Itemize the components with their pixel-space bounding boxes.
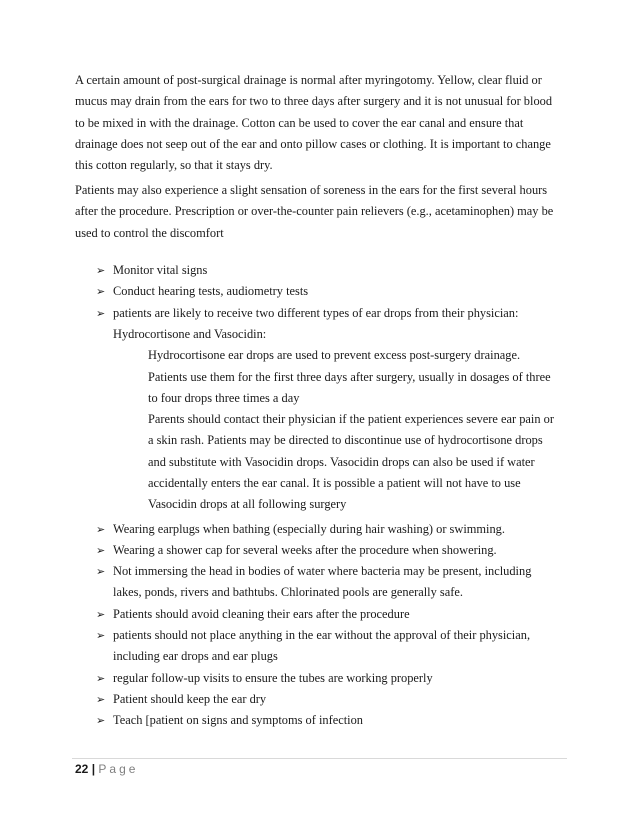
text-line: A certain amount of post-surgical drainage is normal after myringotomy. Yellow, clear fluid or <box>75 73 542 87</box>
sub-text-line: Patients use them for the first three days after surgery, usually in dosages of three <box>148 369 551 384</box>
text-line: mucus may drain from the ears for two to three days after surgery and it is not unusual for blood <box>75 94 553 109</box>
sub-text-line: Parents should contact their physician if the patient experiences severe ear pain or <box>148 412 554 427</box>
sub-text-line: accidentally enters the ear canal. It is possible a patient will not have to use <box>148 476 521 490</box>
list-item <box>96 668 433 689</box>
list-item <box>96 303 518 324</box>
list-item-text: Monitor vital signs <box>113 263 208 277</box>
arrow-bullet-icon: ➢ <box>96 264 106 277</box>
text-line: drainage does not seep out of the ear and onto pillow cases or clothing. It is important to change <box>75 136 551 151</box>
list-item-continuation: lakes, ponds, rivers and bathtubs. Chlorinated pools are generally safe. <box>113 585 463 600</box>
list-item <box>96 710 363 731</box>
list-item-continuation: Hydrocortisone and Vasocidin: <box>113 326 267 341</box>
arrow-bullet-icon: ➢ <box>96 306 106 320</box>
arrow-bullet-icon: ➢ <box>96 714 106 728</box>
list-item <box>96 260 207 281</box>
page-footer <box>75 762 138 776</box>
paragraph-drainage <box>75 70 570 176</box>
list-item-text: Not immersing the head in bodies of water where bacteria may be present, including <box>113 564 532 579</box>
list-item <box>96 604 410 625</box>
list-item-text: Patients should avoid cleaning their ears after the procedure <box>113 606 410 621</box>
arrow-bullet-icon: ➢ <box>96 565 106 579</box>
arrow-bullet-icon: ➢ <box>96 285 106 299</box>
sub-text-line: Vasocidin drops at all following surgery <box>148 497 347 512</box>
list-item-text: patients should not place anything in the ear without the approval of their physician, <box>113 628 531 642</box>
arrow-bullet-icon: ➢ <box>96 692 106 706</box>
page-number: 22 <box>75 762 89 776</box>
list-item-continuation: including ear drops and ear plugs <box>113 649 278 664</box>
list-item <box>96 561 531 582</box>
list-item <box>96 519 505 540</box>
sub-text-line: a skin rash. Patients may be directed to discontinue use of hydrocortisone drops <box>148 433 543 448</box>
text-line: this cotton regularly, so that it stays dry. <box>75 158 273 173</box>
text-line: used to control the discomfort <box>75 225 224 240</box>
footer-separator: | <box>91 762 96 776</box>
text-line: to be mixed in with the drainage. Cotton can be used to cover the ear canal and ensure that <box>75 115 524 130</box>
sub-text-line: to four drops three times a day <box>148 390 300 405</box>
list-item <box>96 625 530 646</box>
list-item-text: Wearing earplugs when bathing (especially during hair washing) or swimming. <box>113 521 505 536</box>
list-item-text: Teach [patient on signs and symptoms of infection <box>113 713 363 728</box>
arrow-bullet-icon: ➢ <box>96 671 106 685</box>
list-item-text: Conduct hearing tests, audiometry tests <box>113 284 309 299</box>
list-item-text: patients are likely to receive two different types of ear drops from their physician: <box>113 305 519 320</box>
list-item-text: Wearing a shower cap for several weeks after the procedure when showering. <box>113 542 497 557</box>
sub-text-line: and substitute with Vasocidin drops. Vasocidin drops can also be used if water <box>148 454 535 469</box>
arrow-bullet-icon: ➢ <box>96 607 106 621</box>
arrow-bullet-icon: ➢ <box>96 522 106 536</box>
list-item <box>96 689 266 710</box>
list-item <box>96 281 308 302</box>
list-item-text: Patient should keep the ear dry <box>113 691 267 706</box>
footer-divider <box>72 758 567 759</box>
arrow-bullet-icon: ➢ <box>96 543 106 557</box>
paragraph-soreness <box>75 180 570 244</box>
arrow-bullet-icon: ➢ <box>96 629 106 642</box>
list-item <box>96 540 497 561</box>
text-line: Patients may also experience a slight sensation of soreness in the ears for the first several hours <box>75 183 548 197</box>
sub-text-line: Hydrocortisone ear drops are used to prevent excess post-surgery drainage. <box>148 348 521 363</box>
list-item-text: regular follow-up visits to ensure the tubes are working properly <box>113 670 433 685</box>
text-line: after the procedure. Prescription or over-the-counter pain relievers (e.g., acetaminophen) may be <box>75 204 554 219</box>
page-label: Page <box>98 762 139 776</box>
